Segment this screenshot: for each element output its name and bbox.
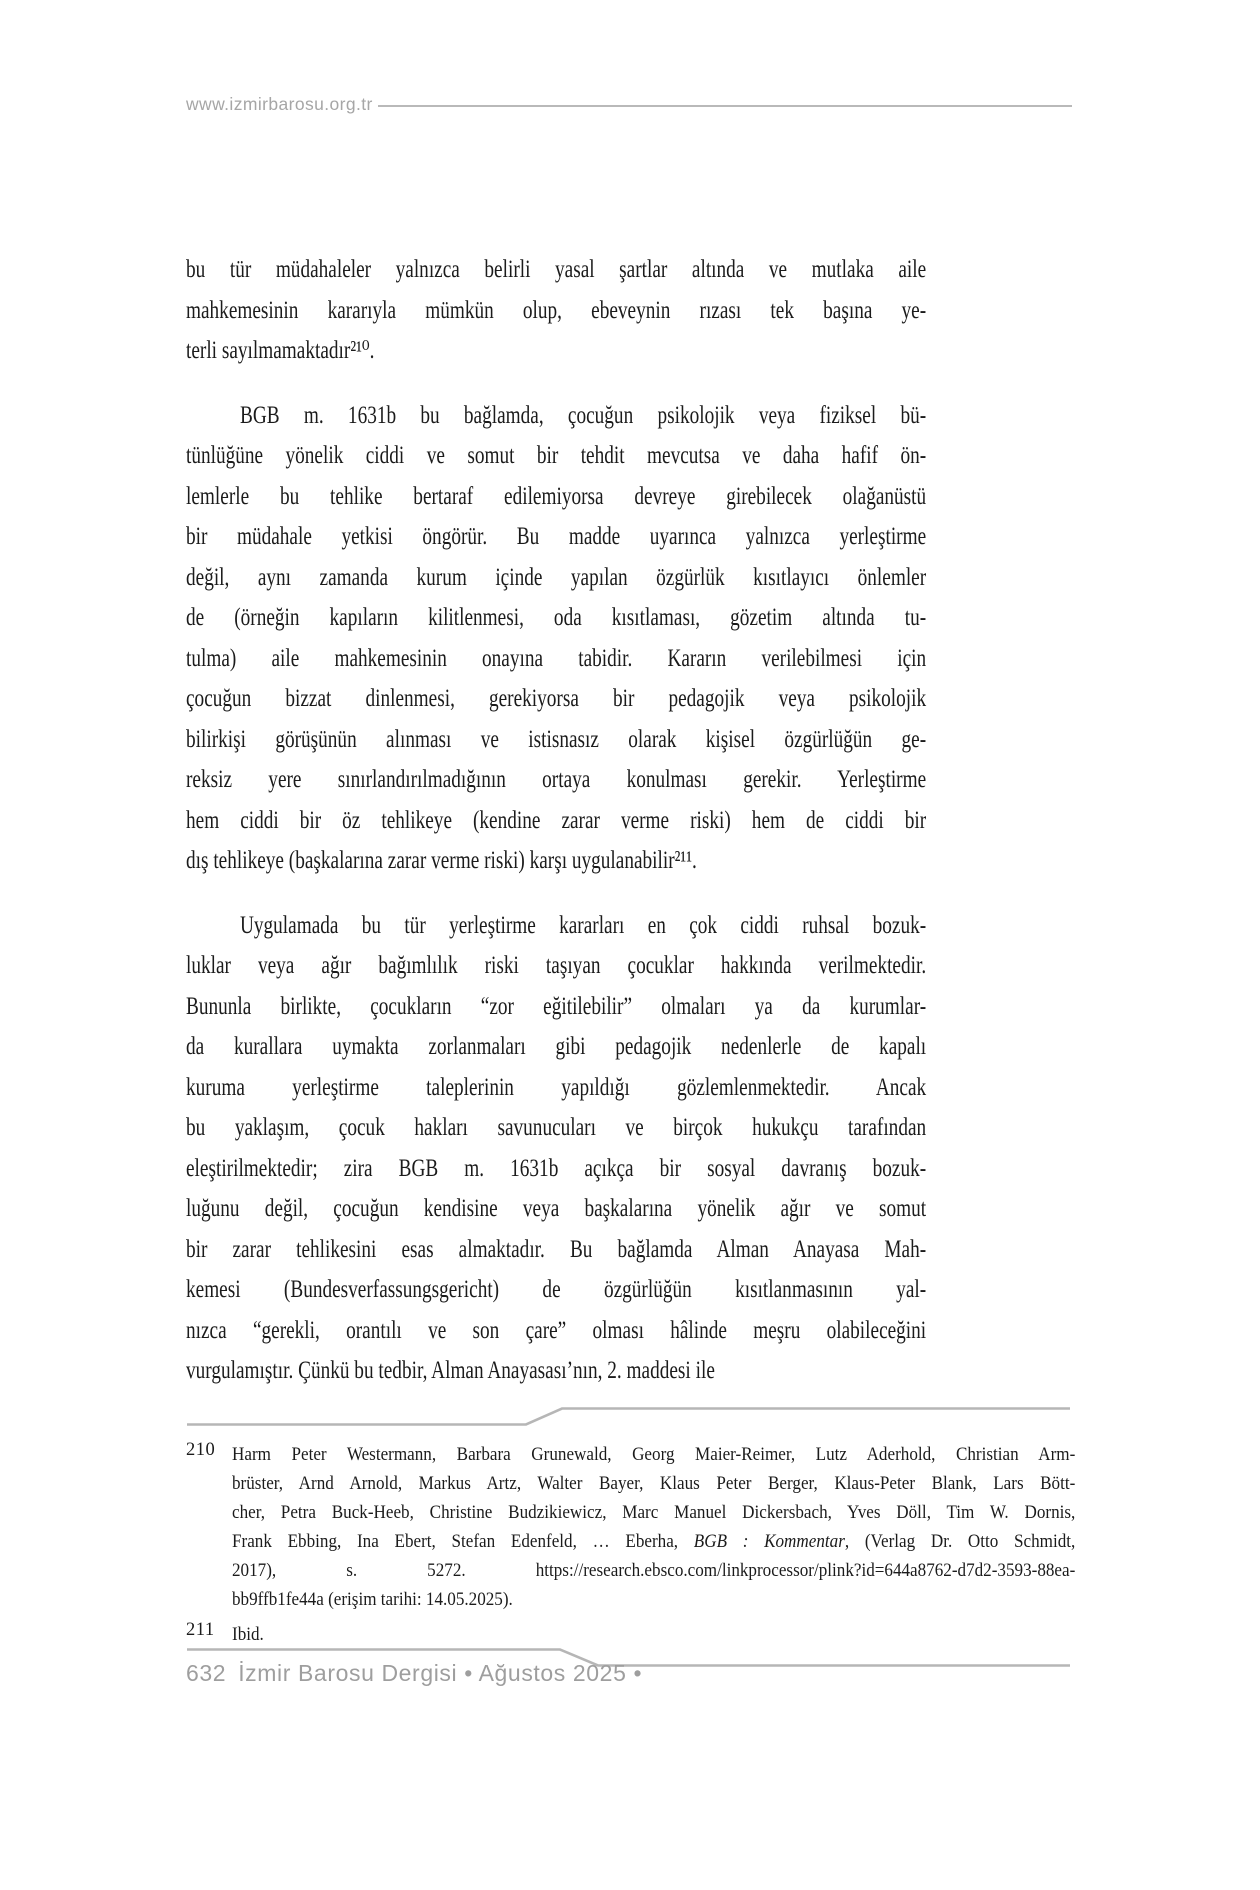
body-text-line: değil, aynı zamanda kurum içinde yapılan özgürlük kısıtlayıcı önlemler (186, 563, 927, 591)
footnote-210 (186, 1440, 1075, 1614)
footnote-line: Ibid. (232, 1624, 264, 1645)
body-text-line: bu tür müdahaleler yalnızca belirli yasal şartlar altında ve mutlaka aile (186, 256, 927, 283)
footnote-number: 211 (186, 1620, 215, 1640)
body-text-line: Uygulamada bu tür yerleştirme kararları en çok ciddi ruhsal bozuk- (239, 911, 927, 939)
body-text-line: çocuğun bizzat dinlenmesi, gerekiyorsa bir pedagojik veya psikolojik (186, 685, 927, 712)
page-header (186, 94, 1072, 115)
footnote-line: brüster, Arnd Arnold, Markus Artz, Walter Bayer, Klaus Peter Berger, Klaus-Peter Blank, Lars Bött- (232, 1473, 1076, 1494)
header-rule (378, 105, 1072, 107)
body-text (186, 250, 926, 1392)
body-text-line: eleştirilmektedir; zira BGB m. 1631b açıkça bir sosyal davranış bozuk- (186, 1154, 927, 1182)
footnote-number: 210 (186, 1440, 216, 1460)
footnote-line: cher, Petra Buck-Heeb, Christine Budzikiewicz, Marc Manuel Dickersbach, Yves Döll, Tim W. Dornis, (232, 1502, 1076, 1523)
body-text-line: luğunu değil, çocuğun kendisine veya başkalarına yönelik ağır ve somut (186, 1195, 927, 1222)
body-text-line: tulma) aile mahkemesinin onayına tabidir. Kararın verilebilmesi için (186, 644, 927, 672)
body-text-line: da kurallara uymakta zorlanmaları gibi pedagojik nedenlerle de kapalı (186, 1033, 927, 1060)
body-text-line: tünlüğüne yönelik ciddi ve somut bir tehdit mevcutsa ve daha hafif ön- (186, 442, 927, 469)
body-text-line: bilirkişi görüşünün alınması ve istisnasız olarak kişisel özgürlüğün ge- (186, 725, 927, 753)
body-text-line: bu yaklaşım, çocuk hakları savunucuları ve birçok hukukçu tarafından (186, 1114, 927, 1141)
body-text-line: terli sayılmamaktadır²¹⁰. (186, 337, 375, 364)
body-text-line: reksiz yere sınırlandırılmadığının ortaya konulması gerekir. Yerleştirme (186, 766, 927, 793)
body-text-line: kuruma yerleştirme taleplerinin yapıldığı gözlemlenmektedir. Ancak (186, 1073, 927, 1101)
footnote-separator (186, 1404, 1072, 1428)
body-text-line: mahkemesinin kararıyla mümkün olup, ebeveynin rızası tek başına ye- (186, 296, 927, 324)
body-text-line: de (örneğin kapıların kilitlenmesi, oda kısıtlaması, gözetim altında tu- (186, 604, 927, 631)
body-text-line: hem ciddi bir öz tehlikeye (kendine zarar verme riski) hem de ciddi bir (186, 806, 927, 834)
footer-page-number: 632 (186, 1660, 227, 1686)
paragraph (186, 396, 926, 882)
body-text-line: BGB m. 1631b bu bağlamda, çocuğun psikolojik veya fiziksel bü- (239, 401, 927, 429)
body-text-line: nızca “gerekli, orantılı ve son çare” olması hâlinde meşru olabileceğini (186, 1316, 927, 1344)
body-text-line: lemlerle bu tehlike bertaraf edilemiyorsa devreye girebilecek olağanüstü (186, 482, 927, 510)
footnote-line: 2017), s. 5272. https://research.ebsco.com/linkprocessor/plink?id=644a8762-d7d2-3593-88ea- (232, 1560, 1076, 1581)
body-text-line: Bununla birlikte, çocukların “zor eğitilebilir” olmaları ya da kurumlar- (186, 992, 927, 1020)
body-text-line: vurgulamıştır. Çünkü bu tedbir, Alman Anayasası’nın, 2. maddesi ile (186, 1357, 715, 1384)
body-text-line: kemesi (Bundesverfassungsgericht) de özgürlüğün kısıtlanmasının yal- (186, 1276, 927, 1303)
body-text-line: bir müdahale yetkisi öngörür. Bu madde uyarınca yalnızca yerleştirme (186, 523, 927, 550)
page-footer (186, 1660, 642, 1687)
paragraph (186, 906, 926, 1392)
body-text-line: dış tehlikeye (başkalarına zarar verme riski) karşı uygulanabilir²¹¹. (186, 847, 697, 874)
footnote-line: Harm Peter Westermann, Barbara Grunewald, Georg Maier-Reimer, Lutz Aderhold, Christian Arm- (232, 1444, 1076, 1465)
footnote-line: bb9ffb1fe44a (erişim tarihi: 14.05.2025). (232, 1589, 513, 1610)
header-url: www.izmirbarosu.org.tr (186, 94, 373, 114)
body-text-line: bir zarar tehlikesini esas almaktadır. Bu bağlamda Alman Anayasa Mah- (186, 1235, 927, 1263)
body-text-line: luklar veya ağır bağımlılık riski taşıyan çocuklar hakkında verilmektedir. (186, 952, 927, 979)
paragraph (186, 250, 926, 372)
footer-journal-label: İzmir Barosu Dergisi • Ağustos 2025 • (238, 1660, 643, 1686)
footnote-line: Frank Ebbing, Ina Ebert, Stefan Edenfeld, … Eberha, BGB : Kommentar, (Verlag Dr. Otto Schmidt, (232, 1531, 1076, 1552)
footnotes (186, 1440, 1075, 1655)
